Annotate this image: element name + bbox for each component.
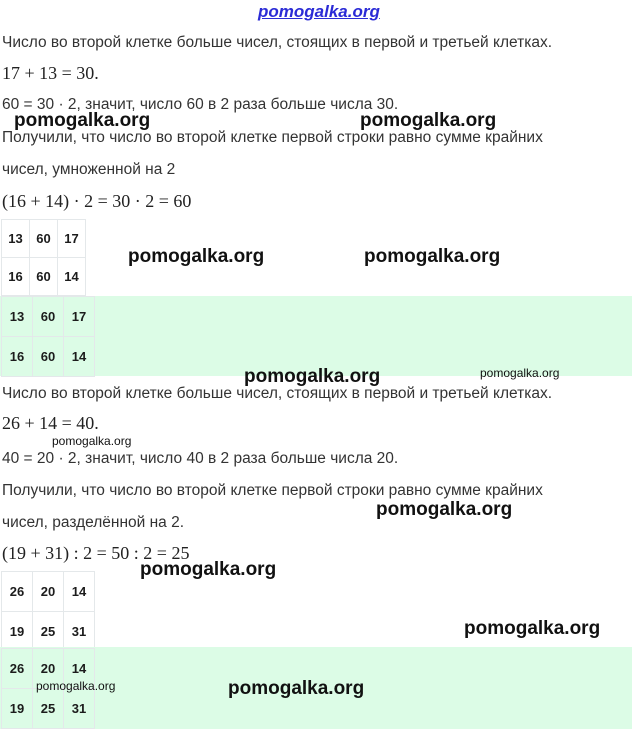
grid-cell: 13 bbox=[2, 220, 30, 258]
block2-line2: 40 = 20 · 2, значит, число 40 в 2 раза больше числа 20. bbox=[2, 450, 399, 467]
table-row bbox=[2, 220, 86, 258]
grid-cell: 60 bbox=[33, 337, 64, 377]
grid-cell: 17 bbox=[64, 297, 95, 337]
table-row bbox=[2, 337, 95, 377]
grid-cell: 14 bbox=[58, 258, 86, 296]
grid-cell: 19 bbox=[2, 612, 33, 652]
watermark: pomogalka.org bbox=[464, 618, 601, 639]
watermark-top[interactable]: pomogalka.org bbox=[258, 2, 380, 21]
block1-line1: Число во второй клетке больше чисел, стоящих в первой и третьей клетках. bbox=[2, 34, 553, 51]
watermark: pomogalka.org bbox=[140, 559, 277, 580]
block2-grid bbox=[1, 571, 95, 652]
watermark: pomogalka.org bbox=[244, 366, 381, 387]
watermark: pomogalka.org bbox=[228, 678, 365, 699]
grid-cell: 14 bbox=[64, 337, 95, 377]
grid-cell: 16 bbox=[2, 258, 30, 296]
block1-line3: Получили, что число во второй клетке первой строки равно сумме крайних bbox=[2, 129, 543, 146]
block1-answer-grid bbox=[1, 296, 95, 377]
grid-cell: 26 bbox=[2, 649, 33, 689]
watermark: pomogalka.org bbox=[480, 366, 560, 380]
watermark: pomogalka.org bbox=[14, 110, 151, 131]
grid-cell: 31 bbox=[64, 612, 95, 652]
grid-cell: 31 bbox=[64, 689, 95, 729]
watermark: pomogalka.org bbox=[364, 246, 501, 267]
table-row bbox=[2, 297, 95, 337]
grid-cell: 14 bbox=[64, 572, 95, 612]
watermark: pomogalka.org bbox=[52, 434, 132, 448]
block1-equation2: (16 + 14) · 2 = 30 · 2 = 60 bbox=[2, 191, 192, 211]
grid-cell: 25 bbox=[33, 612, 64, 652]
watermark: pomogalka.org bbox=[376, 499, 513, 520]
block1-line2: 60 = 30 · 2, значит, число 60 в 2 раза больше числа 30. bbox=[2, 96, 399, 113]
block1-grid bbox=[1, 219, 86, 296]
grid-cell: 60 bbox=[30, 258, 58, 296]
grid-cell: 26 bbox=[2, 572, 33, 612]
grid-cell: 60 bbox=[30, 220, 58, 258]
grid-cell: 13 bbox=[2, 297, 33, 337]
grid-cell: 17 bbox=[58, 220, 86, 258]
block1-equation1: 17 + 13 = 30. bbox=[2, 63, 99, 83]
block2-line3: Получили, что число во второй клетке первой строки равно сумме крайних bbox=[2, 482, 543, 499]
block2-line4: чисел, разделённой на 2. bbox=[2, 514, 185, 531]
grid-cell: 25 bbox=[33, 689, 64, 729]
grid-cell: 19 bbox=[2, 689, 33, 729]
watermark: pomogalka.org bbox=[36, 679, 116, 693]
table-row bbox=[2, 689, 95, 729]
block2-equation1: 26 + 14 = 40. bbox=[2, 413, 99, 433]
block1-line4: чисел, умноженной на 2 bbox=[2, 161, 176, 178]
grid-cell: 60 bbox=[33, 297, 64, 337]
grid-cell: 20 bbox=[33, 572, 64, 612]
watermark: pomogalka.org bbox=[360, 110, 497, 131]
grid-cell: 20 bbox=[33, 649, 64, 689]
grid-cell: 16 bbox=[2, 337, 33, 377]
grid-cell: 14 bbox=[64, 649, 95, 689]
table-row bbox=[2, 572, 95, 612]
table-row bbox=[2, 612, 95, 652]
watermark: pomogalka.org bbox=[128, 246, 265, 267]
table-row bbox=[2, 258, 86, 296]
block2-equation2: (19 + 31) : 2 = 50 : 2 = 25 bbox=[2, 543, 190, 563]
block2-line1: Число во второй клетке больше чисел, стоящих в первой и третьей клетках. bbox=[2, 385, 553, 402]
